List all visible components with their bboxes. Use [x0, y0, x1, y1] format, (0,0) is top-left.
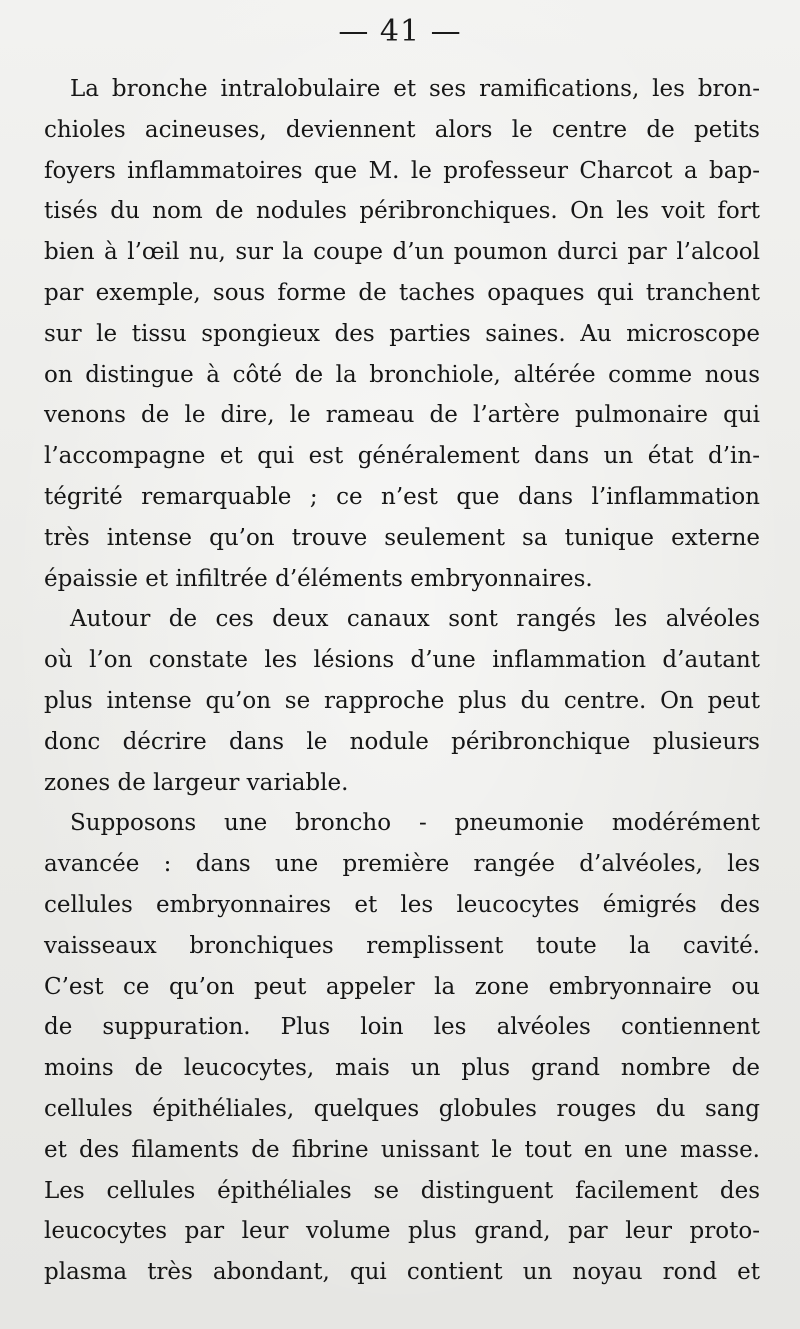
text-line: cellules embryonnaires et les leucocytes émigrés des — [44, 891, 760, 918]
text-line: chioles acineuses, deviennent alors le centre de petits — [44, 116, 760, 143]
text-line: moins de leucocytes, mais un plus grand nombre de — [44, 1055, 760, 1082]
text-line: leucocytes par leur volume plus grand, par leur proto- — [44, 1218, 760, 1245]
text-line: on distingue à côté de la bronchiole, altérée comme nous — [44, 361, 760, 388]
text-line: tisés du nom de nodules péribronchiques. On les voit fort — [44, 198, 760, 225]
text-line: épaissie et infiltrée d’éléments embryonnaires. — [44, 565, 593, 592]
paragraph-3 — [44, 803, 760, 1293]
text-line: Supposons une broncho - pneumonie modérément — [70, 810, 760, 837]
text-line: où l’on constate les lésions d’une inflammation d’autant — [44, 647, 760, 674]
text-line: vaisseaux bronchiques remplissent toute la cavité. — [44, 932, 760, 959]
text-line: très intense qu’on trouve seulement sa tunique externe — [44, 524, 760, 551]
text-line: foyers inflammatoires que M. le professeur Charcot a bap- — [44, 157, 760, 184]
body-text — [44, 69, 760, 1293]
page-number: — 41 — — [338, 14, 462, 49]
text-line: avancée : dans une première rangée d’alvéoles, les — [44, 851, 760, 878]
text-line: plus intense qu’on se rapproche plus du centre. On peut — [44, 687, 760, 714]
text-line: Autour de ces deux canaux sont rangés les alvéoles — [70, 606, 760, 633]
paragraph-2 — [44, 599, 760, 803]
text-line: cellules épithéliales, quelques globules rouges du sang — [44, 1095, 760, 1122]
text-line: C’est ce qu’on peut appeler la zone embryonnaire ou — [44, 973, 760, 1000]
text-line: et des filaments de fibrine unissant le tout en une masse. — [44, 1136, 760, 1163]
text-line: de suppuration. Plus loin les alvéoles contiennent — [44, 1014, 760, 1041]
text-line: La bronche intralobulaire et ses ramifications, les bron- — [70, 76, 760, 102]
text-line: donc décrire dans le nodule péribronchique plusieurs — [44, 728, 760, 755]
text-line: plasma très abondant, qui contient un noyau rond et — [44, 1259, 760, 1286]
text-line: l’accompagne et qui est généralement dans un état d’in- — [44, 443, 760, 470]
text-line: bien à l’œil nu, sur la coupe d’un poumon durci par l’alcool — [44, 239, 760, 266]
text-line: venons de le dire, le rameau de l’artère pulmonaire qui — [44, 402, 760, 429]
text-line: tégrité remarquable ; ce n’est que dans l’inflammation — [44, 483, 760, 510]
text-line: par exemple, sous forme de taches opaques qui tranchent — [44, 279, 760, 306]
paragraph-1 — [44, 69, 760, 599]
text-line: sur le tissu spongieux des parties saines. Au microscope — [44, 320, 760, 347]
text-line: Les cellules épithéliales se distinguent facilement des — [44, 1177, 760, 1204]
text-line: zones de largeur variable. — [44, 769, 349, 796]
